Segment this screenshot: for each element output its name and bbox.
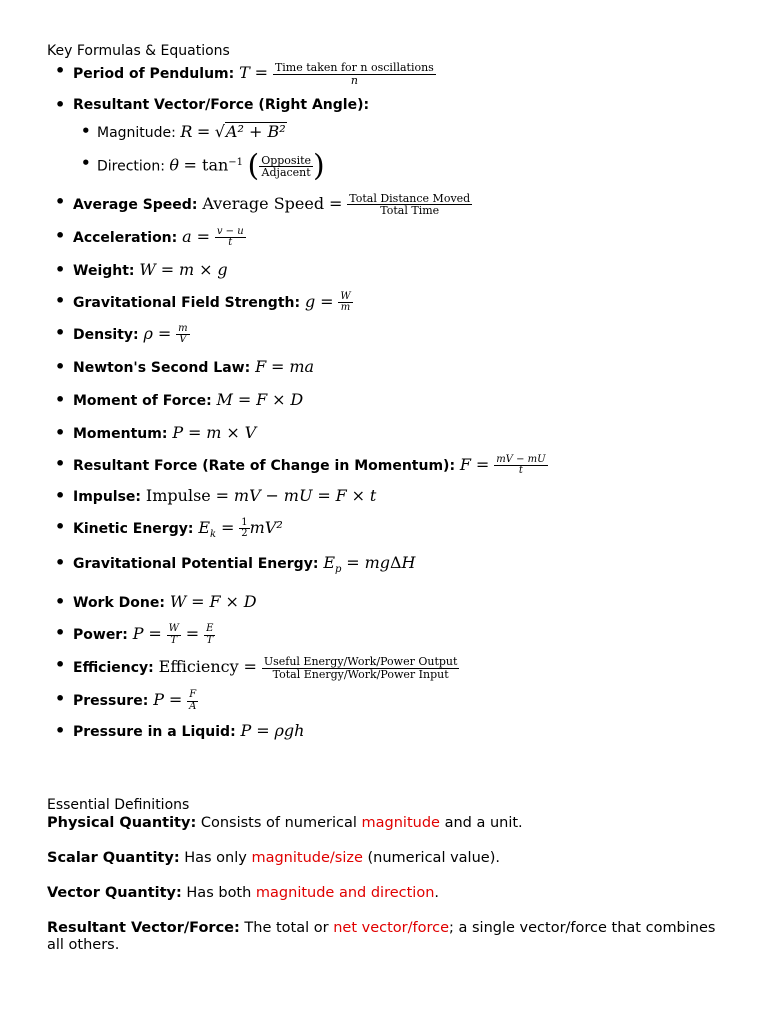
formula-acceleration: • Acceleration: a = $\frac{v - u}{t}$ [47, 227, 747, 249]
definitions-heading: Essential Definitions [47, 797, 190, 813]
definition-resultant-vector: Resultant Vector/Force: The total or net vector/force; a single vector/force that combines all others. [47, 920, 716, 953]
definition-physical-quantity: Physical Quantity: Consists of numerical magnitude and a unit. [47, 815, 523, 831]
formula-moment: • Moment of Force: M = F × D [47, 391, 747, 410]
formula-power: • Power: P = $\frac{W}{T}$ = $\frac{E}{T}$ [47, 624, 747, 646]
formula-weight: • Weight: W = m × g [47, 261, 747, 280]
formula-gfs: • Gravitational Field Strength: g = $\frac{W}{m}$ [47, 292, 747, 314]
definitions-list [47, 815, 727, 972]
formula-pendulum: • Period of Pendulum: T = $\frac{\text{Time taken for n oscillations}}{n}$ [47, 62, 747, 86]
formula-gpe: • Gravitational Potential Energy: $E_p = mg\Delta H$ [47, 554, 747, 579]
definition-scalar-quantity: Scalar Quantity: Has only magnitude/size (numerical value). [47, 850, 500, 866]
formula-average-speed: • Average Speed: Average Speed = $\frac{\text{Total Distance Moved}}{\text{Total Time}}$ [47, 193, 747, 217]
formula-momentum: • Momentum: P = m × V [47, 424, 747, 443]
formula-work-done: • Work Done: W = F × D [47, 593, 747, 612]
resultant-sublist [73, 122, 747, 184]
formulas-heading: Key Formulas & Equations [47, 43, 230, 59]
formula-magnitude: • Magnitude: R = √A² + B² [73, 122, 747, 142]
formula-density: • Density: ρ = $\frac{m}{V}$ [47, 324, 747, 346]
formula-pressure: • Pressure: P = $\frac{F}{A}$ [47, 690, 747, 712]
formula-newton2: • Newton's Second Law: F = ma [47, 358, 747, 377]
formula-resultant-force: • Resultant Force (Rate of Change in Momentum): F = $\frac{mV - mU}{t}$ [47, 455, 747, 477]
formula-direction: • Direction: $\theta = \tan^{-1}$ ( $\frac{\text{Opposite}}{\text{Adjacent}}$ ) [73, 154, 747, 179]
formula-liquid-pressure: • Pressure in a Liquid: P = ρgh [47, 722, 747, 741]
formula-impulse: • Impulse: Impulse = mV − mU = F × t [47, 487, 747, 506]
formula-kinetic-energy: • Kinetic Energy: $E_k$ = $\frac{1}{2}$ mV² [47, 518, 747, 544]
formula-list [47, 58, 747, 741]
definition-vector-quantity: Vector Quantity: Has both magnitude and direction. [47, 885, 440, 901]
formula-efficiency: • Efficiency: Efficiency = $\frac{\text{Useful Energy/Work/Power Output}}{\text{Total Energy/Work/Power Input}}$ [47, 656, 747, 680]
formula-resultant-vector: • Resultant Vector/Force (Right Angle): • Magnitude: R = √A² + B² • Direction: $\theta = \tan^{-1}$ ( $\frac{\text{Opposite}}{\text{Adjacent}}$ ) [47, 96, 747, 179]
